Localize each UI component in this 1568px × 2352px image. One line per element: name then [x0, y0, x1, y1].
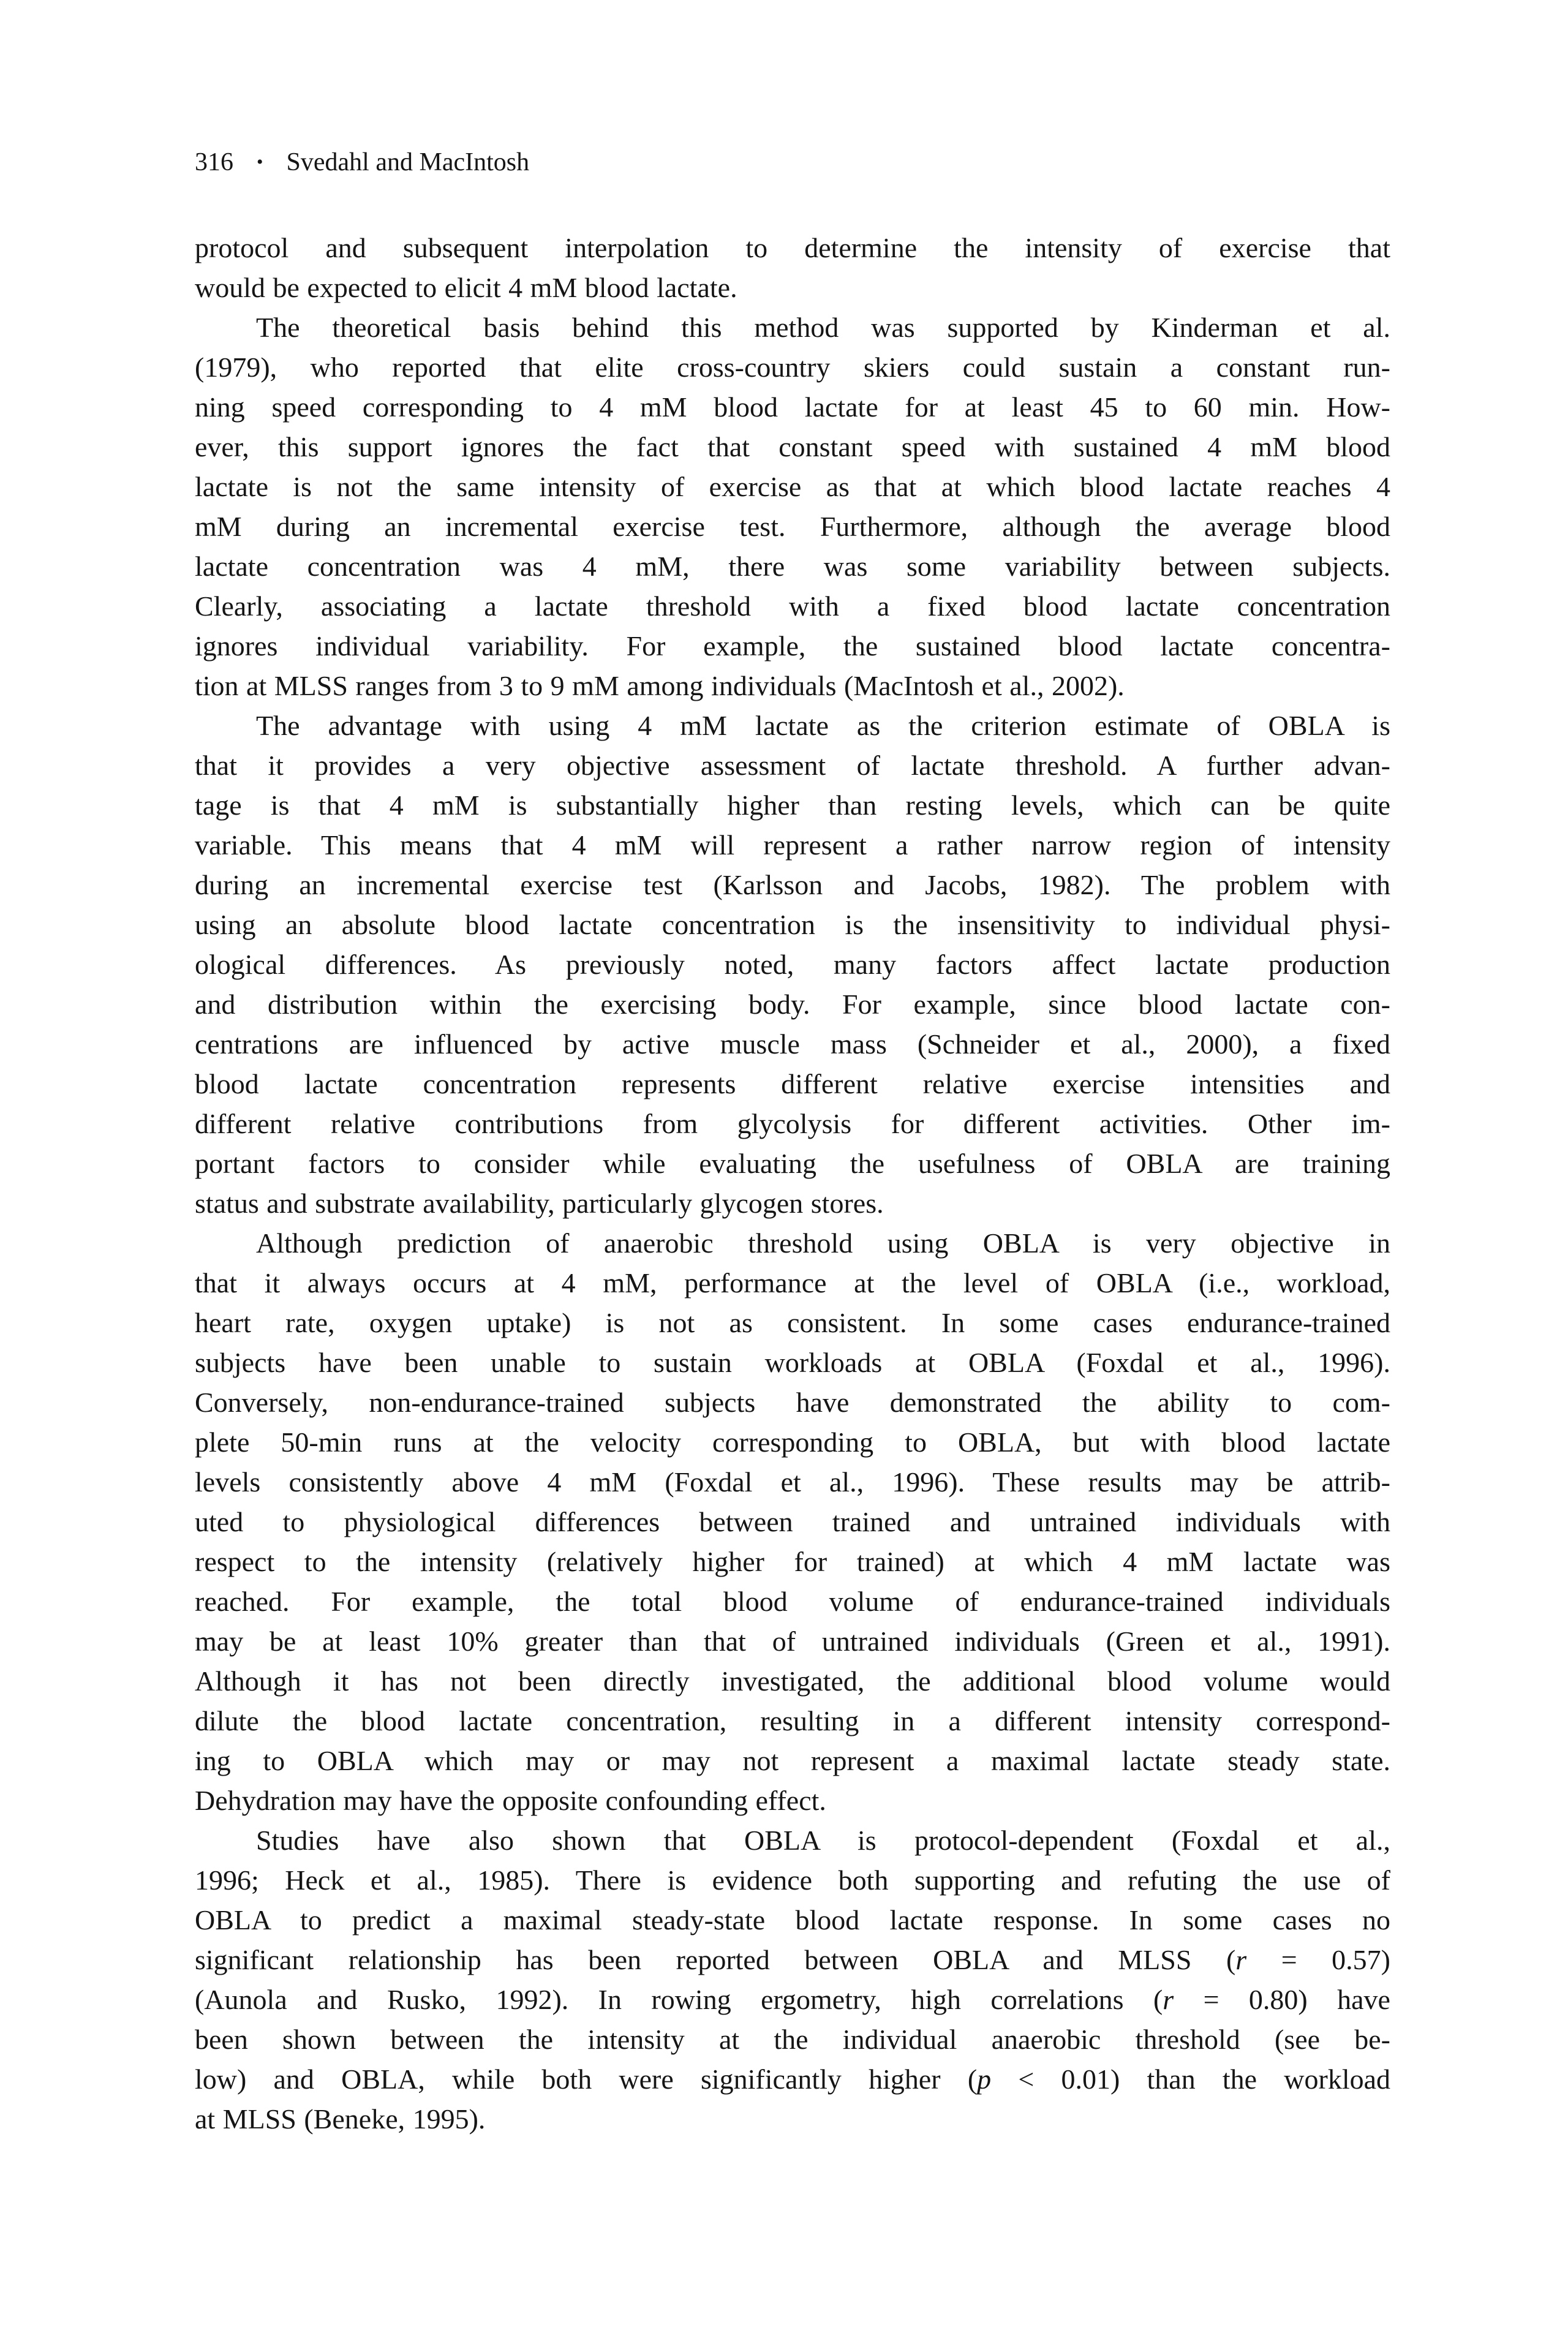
text-line: low) and OBLA, while both were significantly higher (p < 0.01) than the workload — [195, 2064, 1390, 2095]
text-line: centrations are influenced by active muscle mass (Schneider et al., 2000), a fixed — [195, 1028, 1390, 1060]
text-line: OBLA to predict a maximal steady-state blood lactate response. In some cases no — [195, 1904, 1390, 1936]
text-line: uted to physiological differences between trained and untrained individuals with — [195, 1506, 1390, 1537]
text-line: status and substrate availability, particularly glycogen stores. — [195, 1188, 884, 1219]
text-line: lactate is not the same intensity of exercise as that at which blood lactate reaches 4 — [195, 471, 1390, 502]
text-line: ological differences. As previously noted, many factors affect lactate production — [195, 949, 1390, 980]
italic-symbol: r — [1235, 1944, 1247, 1975]
running-header — [195, 147, 529, 180]
paragraph — [195, 1820, 1390, 2139]
text-line: 1996; Heck et al., 1985). There is evidence both supporting and refuting the use of — [195, 1864, 1390, 1896]
paragraph — [195, 706, 1390, 1223]
text-line: plete 50-min runs at the velocity corresponding to OBLA, but with blood lactate — [195, 1427, 1390, 1458]
page-number: 316 — [195, 148, 233, 176]
text-line: and distribution within the exercising body. For example, since blood lactate con- — [195, 989, 1390, 1020]
text-line: The theoretical basis behind this method was supported by Kinderman et al. — [256, 312, 1390, 343]
text-line: (Aunola and Rusko, 1992). In rowing ergometry, high correlations (r = 0.80) have — [195, 1984, 1390, 2015]
text-line: Although it has not been directly investigated, the additional blood volume would — [195, 1665, 1390, 1697]
text-line: ning speed corresponding to 4 mM blood lactate for at least 45 to 60 min. How- — [195, 391, 1390, 423]
text-line: ignores individual variability. For example, the sustained blood lactate concentra- — [195, 630, 1390, 662]
text-line: ever, this support ignores the fact that constant speed with sustained 4 mM blood — [195, 431, 1390, 462]
text-line: tage is that 4 mM is substantially higher than resting levels, which can be quite — [195, 790, 1390, 821]
text-line: blood lactate concentration represents different relative exercise intensities and — [195, 1068, 1390, 1099]
text-line: during an incremental exercise test (Karlsson and Jacobs, 1982). The problem with — [195, 869, 1390, 900]
paragraph — [195, 1223, 1390, 1820]
text-line: Conversely, non-endurance-trained subjects have demonstrated the ability to com- — [195, 1387, 1390, 1418]
paragraph — [195, 307, 1390, 706]
text-line: respect to the intensity (relatively higher for trained) at which 4 mM lactate was — [195, 1546, 1390, 1577]
text-line: using an absolute blood lactate concentration is the insensitivity to individual physi- — [195, 909, 1390, 940]
running-title: Svedahl and MacIntosh — [286, 148, 530, 176]
text-line: mM during an incremental exercise test. Furthermore, although the average blood — [195, 511, 1390, 542]
text-line: heart rate, oxygen uptake) is not as consistent. In some cases endurance-trained — [195, 1307, 1390, 1338]
text-line: Clearly, associating a lactate threshold with a fixed blood lactate concentration — [195, 590, 1390, 622]
text-line: (1979), who reported that elite cross-country skiers could sustain a constant run- — [195, 352, 1390, 383]
text-line: significant relationship has been reported between OBLA and MLSS (r = 0.57) — [195, 1944, 1390, 1975]
text-line: The advantage with using 4 mM lactate as the criterion estimate of OBLA is — [256, 710, 1390, 741]
text-line: been shown between the intensity at the individual anaerobic threshold (see be- — [195, 2024, 1390, 2055]
text-line: ing to OBLA which may or may not represent a maximal lactate steady state. — [195, 1745, 1390, 1776]
text-line: different relative contributions from glycolysis for different activities. Other im- — [195, 1108, 1390, 1139]
page-body — [195, 228, 1390, 2139]
text-line: portant factors to consider while evaluating the usefulness of OBLA are training — [195, 1148, 1390, 1179]
text-line: lactate concentration was 4 mM, there was some variability between subjects. — [195, 551, 1390, 582]
text-line: variable. This means that 4 mM will represent a rather narrow region of intensity — [195, 829, 1390, 861]
text-line: Dehydration may have the opposite confounding effect. — [195, 1785, 826, 1816]
text-line: Studies have also shown that OBLA is protocol-dependent (Foxdal et al., — [256, 1825, 1390, 1856]
text-line: at MLSS (Beneke, 1995). — [195, 2103, 486, 2135]
text-line: that it always occurs at 4 mM, performance at the level of OBLA (i.e., workload, — [195, 1267, 1390, 1298]
italic-symbol: p — [977, 2064, 992, 2095]
italic-symbol: r — [1163, 1984, 1174, 2015]
paragraph — [195, 228, 1390, 307]
text-line: would be expected to elicit 4 mM blood lactate. — [195, 272, 737, 303]
text-line: subjects have been unable to sustain workloads at OBLA (Foxdal et al., 1996). — [195, 1347, 1390, 1378]
text-line: dilute the blood lactate concentration, resulting in a different intensity correspond- — [195, 1705, 1390, 1736]
text-line: reached. For example, the total blood volume of endurance-trained individuals — [195, 1586, 1390, 1617]
text-line: may be at least 10% greater than that of untrained individuals (Green et al., 1991). — [195, 1626, 1390, 1657]
bullet-separator: • — [257, 152, 263, 172]
text-line: levels consistently above 4 mM (Foxdal et al., 1996). These results may be attrib- — [195, 1466, 1390, 1498]
text-line: Although prediction of anaerobic threshold using OBLA is very objective in — [256, 1227, 1390, 1259]
text-line: protocol and subsequent interpolation to determine the intensity of exercise that — [195, 232, 1390, 263]
text-line: that it provides a very objective assessment of lactate threshold. A further advan- — [195, 750, 1390, 781]
text-line: tion at MLSS ranges from 3 to 9 mM among individuals (MacIntosh et al., 2002). — [195, 670, 1125, 701]
